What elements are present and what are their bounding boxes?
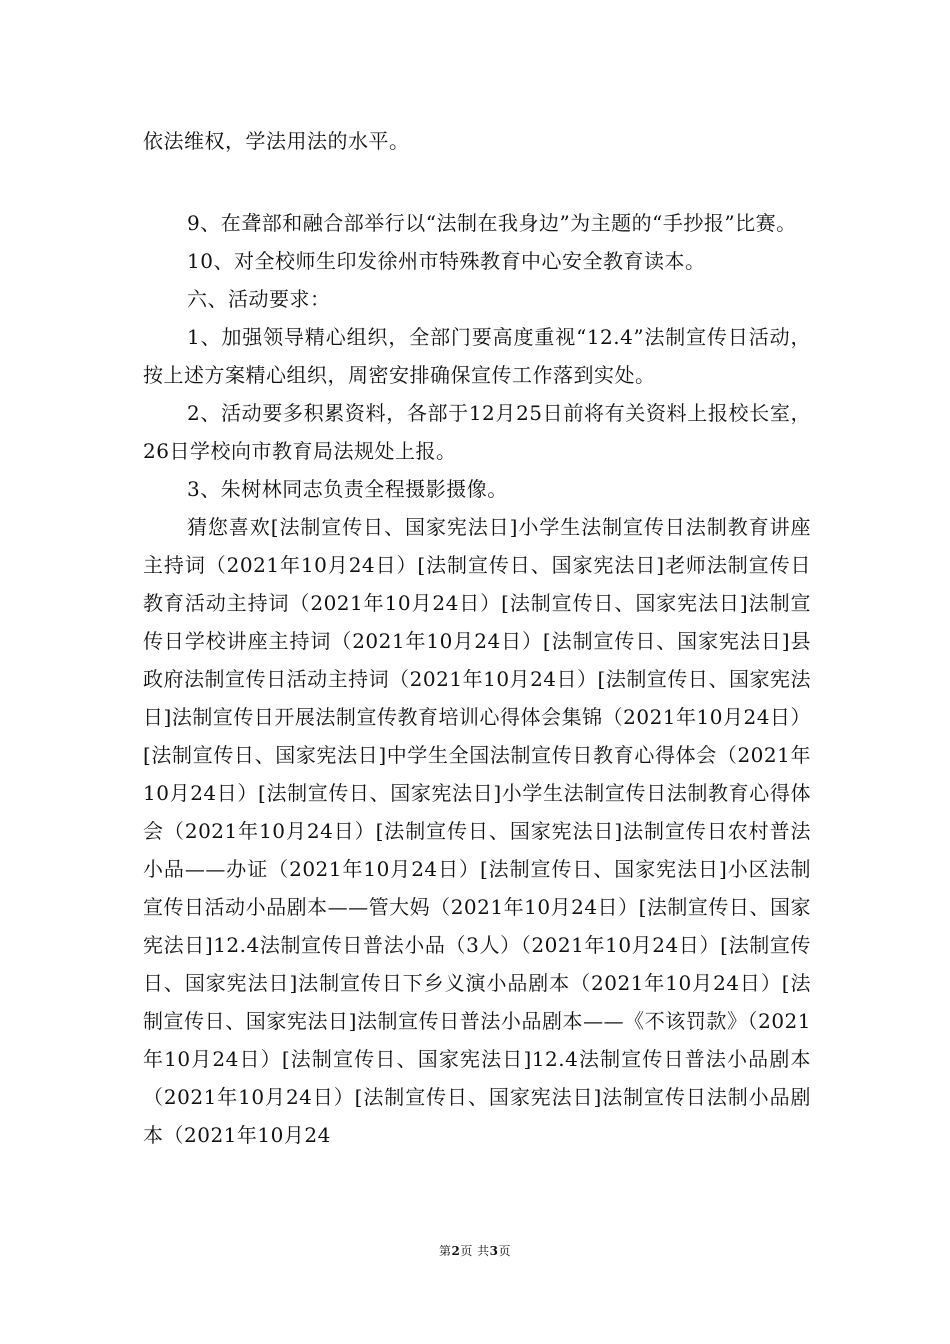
page-footer xyxy=(0,1242,950,1259)
paragraph-related-articles: 猜您喜欢[法制宣传日、国家宪法日]小学生法制宣传日法制教育讲座主持词（2021年10月24日）[法制宣传日、国家宪法日]老师法制宣传日教育活动主持词（2021年10月24日）[法制宣传日、国家宪法日]法制宣传日学校讲座主持词（2021年10月24日）[法制宣传日、国家宪法日]县政府法制宣传日活动主持词（2021年10月24日）[法制宣传日、国家宪法日]法制宣传日开展法制宣传教育培训心得体会集锦（2021年10月24日）[法制宣传日、国家宪法日]中学生全国法制宣传日教育心得体会（2021年10月24日）[法制宣传日、国家宪法日]小学生法制宣传日法制教育心得体会（2021年10月24日）[法制宣传日、国家宪法日]法制宣传日农村普法小品——办证（2021年10月24日）[法制宣传日、国家宪法日]小区法制宣传日活动小品剧本——管大妈（2021年10月24日）[法制宣传日、国家宪法日]12.4法制宣传日普法小品（3人）（2021年10月24日）[法制宣传日、国家宪法日]法制宣传日下乡义演小品剧本（2021年10月24日）[法制宣传日、国家宪法日]法制宣传日普法小品剧本——《不该罚款》（2021年10月24日）[法制宣传日、国家宪法日]12.4法制宣传日普法小品剧本（2021年10月24日）[法制宣传日、国家宪法日]法制宣传日法制小品剧本（2021年10月24 xyxy=(143,515,811,1147)
paragraph-item-9: 9、在聋部和融合部举行以“法制在我身边”为主题的“手抄报”比赛。 xyxy=(187,211,797,235)
paragraph-requirement-1: 1、加强领导精心组织，全部门要高度重视“12.4”法制宣传日活动，按上述方案精心组织，周密安排确保宣传工作落到实处。 xyxy=(143,325,811,387)
paragraph-continuation: 依法维权，学法用法的水平。 xyxy=(143,129,410,153)
paragraph-requirement-2: 2、活动要多积累资料，各部于12月25日前将有关资料上报校长室，26日学校向市教育局法规处上报。 xyxy=(143,401,811,463)
footer-suffix: 页 xyxy=(498,1244,512,1258)
footer-current-page: 2 xyxy=(451,1244,461,1258)
footer-middle: 页 共 xyxy=(460,1244,490,1258)
section-heading-requirements: 六、活动要求： xyxy=(187,287,331,311)
paragraph-requirement-3: 3、朱树林同志负责全程摄影摄像。 xyxy=(187,477,508,501)
footer-prefix: 第 xyxy=(438,1244,452,1258)
document-body xyxy=(143,122,811,1154)
footer-total-pages: 3 xyxy=(489,1244,499,1258)
paragraph-item-10: 10、对全校师生印发徐州市特殊教育中心安全教育读本。 xyxy=(187,249,706,273)
